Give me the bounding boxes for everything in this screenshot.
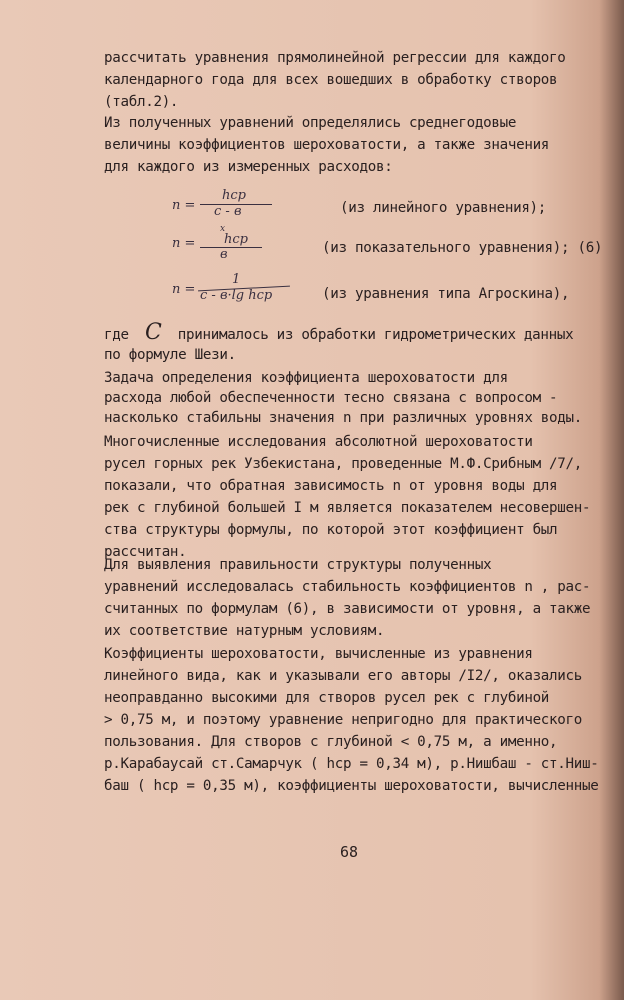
text-line: считанных по формулам (6), в зависимости от уровня, а также — [104, 601, 591, 617]
formula-denominator: с - в·lg hср — [200, 288, 273, 303]
text-line: (табл.2). — [104, 94, 179, 110]
formula-numerator: hср — [224, 232, 248, 247]
formula-linear — [172, 190, 312, 224]
text-line — [104, 320, 574, 346]
text-line: русел горных рек Узбекистана, проведенные М.Ф.Срибным /7/, — [104, 456, 583, 472]
formula-explanation: (из показательного уравнения); (6) — [322, 240, 603, 256]
text-fragment: принималось из обработки гидрометрических данных — [177, 327, 574, 343]
text-line: величины коэффициентов шероховатости, а также значения — [104, 137, 550, 153]
formula-denominator: с - в — [214, 204, 242, 219]
text-line: ства структуры формулы, по которой этот коэффициент был — [104, 522, 558, 538]
text-line: рассчитать уравнения прямолинейной регрессии для каждого — [104, 50, 566, 66]
text-line: уравнений исследовалась стабильность коэффициентов n , рас- — [104, 579, 591, 595]
formula-exponent: x — [220, 224, 226, 234]
text-line: Задача определения коэффициента шероховатости для — [104, 370, 508, 386]
formula-numerator: hср — [222, 188, 246, 203]
text-line: пользования. Для створов с глубиной < 0,75 м, а именно, — [104, 734, 558, 750]
text-line: рек с глубиной большей I м является показателем несовершен- — [104, 500, 591, 516]
formula-lhs: n = — [172, 282, 196, 297]
text-line: Коэффициенты шероховатости, вычисленные из уравнения — [104, 646, 533, 662]
formula-explanation: (из линейного уравнения); — [340, 200, 547, 216]
text-line: насколько стабильны значения n при различных уровнях воды. — [104, 410, 583, 426]
text-line: их соответствие натурным условиям. — [104, 623, 385, 639]
text-fragment: где — [104, 327, 129, 343]
text-line: календарного года для всех вошедших в обработку створов — [104, 72, 558, 88]
fraction-bar — [200, 247, 262, 248]
formula-denominator: в — [220, 247, 228, 262]
text-line: рассчитан. — [104, 544, 187, 560]
text-line: расхода любой обеспеченности тесно связана с вопросом - — [104, 390, 558, 406]
text-line: линейного вида, как и указывали его авторы /I2/, оказались — [104, 668, 583, 684]
formula-power — [172, 226, 312, 262]
text-line: по формуле Шези. — [104, 347, 236, 363]
text-line: Из полученных уравнений определялись среднегодовые — [104, 115, 517, 131]
text-line: Многочисленные исследования абсолютной шероховатости — [104, 434, 533, 450]
formula-numerator: 1 — [232, 272, 241, 287]
text-line: неоправданно высокими для створов русел рек с глубиной — [104, 690, 550, 706]
text-line: показали, что обратная зависимость n от уровня воды для — [104, 478, 558, 494]
text-line: баш ( hср = 0,35 м), коэффициенты шероховатости, вычисленные — [104, 778, 599, 794]
formula-agroskin — [172, 272, 322, 308]
text-line: Для выявления правильности структуры полученных — [104, 557, 492, 573]
text-line: для каждого из измеренных расходов: — [104, 159, 393, 175]
text-line: > 0,75 м, и поэтому уравнение непригодно для практического — [104, 712, 583, 728]
formula-explanation: (из уравнения типа Агроскина), — [322, 286, 570, 302]
formula-lhs: n = — [172, 198, 196, 213]
formula-lhs: n = — [172, 236, 196, 251]
text-line: р.Карабаусай ст.Самарчук ( hср = 0,34 м), р.Нишбаш - ст.Ниш- — [104, 756, 599, 772]
chezy-symbol: C — [144, 320, 162, 345]
page-number: 68 — [340, 843, 359, 861]
